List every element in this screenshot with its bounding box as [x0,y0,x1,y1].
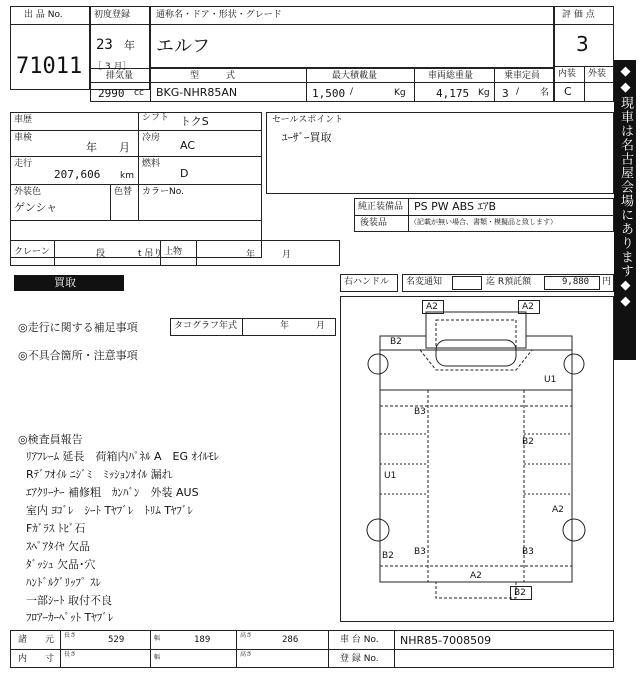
inspector-line: ｽﾍﾟｱﾀｲﾔ 欠品 [26,540,90,553]
color-label: 外装色 [14,187,42,197]
cooling-value: AC [180,139,196,152]
length-value: 529 [108,635,125,645]
chassis-label: 車 台 No. [340,635,379,645]
gross-weight: 4,175 [436,87,470,100]
cooling-label: 冷房 [142,133,161,143]
width-label: 幅 [154,635,161,642]
fuel-label: 燃料 [142,159,161,169]
gross-unit: Kg [478,88,490,98]
inspector-line: 一部ｼｰﾄ 取付不良 [26,594,112,607]
displacement-label: 排気量 [106,71,134,81]
damage-mark: A2 [422,300,444,314]
damage-mark: B2 [522,437,534,447]
capacity-value: 3 [502,87,509,100]
reg-year-unit: 年 [124,39,135,52]
max-load-sep: / [350,87,354,97]
damage-mark: A2 [552,505,564,515]
max-load-unit: Kg [394,88,406,98]
fuel-value: D [180,167,189,180]
car-name: エルフ [156,36,210,57]
model-code: BKG-NHR85AN [156,86,238,99]
sales-point-value: ﾕｰｻﾞｰ買取 [282,131,332,144]
damage-mark: U1 [384,471,397,481]
aftermarket-note: （記載が無い場合、書類・模擬品と致します） [410,218,557,226]
deposit-value: 9,880 [562,277,590,287]
damage-mark: B3 [522,547,534,557]
displacement-value: 2990 [98,87,125,100]
height-label: 高さ [240,632,253,639]
interior-value: C [564,85,572,98]
inspector-line: ﾘｱﾌﾚｰﾑ 延長 荷箱内ﾊﾟﾈﾙ A EG ｵｲﾙﾓﾚ [26,450,219,463]
inner-label: 内 寸 [18,654,55,664]
damage-mark: B3 [414,547,426,557]
damage-mark: U1 [544,375,557,385]
damage-mark: A2 [518,300,540,314]
max-load: 1,500 [312,87,346,100]
inspector-line: ﾌﾛｱｰｶｰﾍﾟｯﾄ Tﾔﾌﾞﾚ [26,611,114,624]
inspector-line: ﾀﾞｯｼｭ 欠品･穴 [26,558,96,571]
inspector-label: ◎検査員報告 [18,433,83,446]
inspector-line: 室内 ﾖｺﾞﾚ ｼｰﾄ Tﾔﾌﾞﾚ ﾄﾘﾑ Tﾔﾌﾞﾚ [26,504,193,517]
mileage-label: 走行 [14,159,33,169]
reg-year: 23 [96,37,113,53]
inspector-line: Fｶﾞﾗｽ ﾄﾋﾞ石 [26,522,86,535]
history-label: 車歴 [14,115,33,125]
first-reg-label: 初度登録 [94,10,131,20]
tacho-label: タコグラフ年式 [174,321,238,331]
details-left [10,112,262,258]
steering-value: 右ハンドル [344,277,390,287]
crane-unit-1: 段 [96,249,106,259]
damage-mark: B2 [390,337,402,347]
equipment-value: PS PW ABS ｴｱB [414,200,497,213]
lift-value: 年 月 [246,250,292,260]
mileage-unit: km [120,171,134,181]
width-value: 189 [194,635,211,645]
damage-mark: A2 [470,571,482,581]
name-change-label: 名変通知 [406,277,443,287]
damage-mark: B3 [414,407,426,417]
color-value: ゲンシャ [14,201,58,214]
chassis-value: NHR85-7008509 [400,634,492,647]
color-no-label: カラーNo. [142,187,184,197]
inner-width-label: 幅 [154,654,161,661]
sales-point-label: セールスポイント [272,115,344,125]
interior-label: 内装 [558,69,577,79]
crane-label: クレーン [14,247,50,257]
inner-height-label: 高さ [240,651,253,658]
color-change-label: 色替 [114,187,133,197]
capacity-label: 乗車定員 [504,71,541,81]
exterior-label: 外装 [588,69,607,79]
lift-label: 上物 [164,247,183,257]
location-banner-text: ◆◆現車は名古屋会場にあります◆◆ [618,64,633,310]
aftermarket-label: 後装品 [360,218,388,228]
crane-unit-2: t 吊り [138,249,163,259]
shift-value: トクS [180,115,209,128]
inspector-line: Rﾃﾞﾌｵｲﾙ ﾆｼﾞﾐ ﾐｯｼｮﾝｵｲﾙ 漏れ [26,468,173,481]
purchase-label: 買取 [54,276,76,289]
height-value: 286 [282,635,299,645]
name-change-field [452,276,482,290]
deposit-label: 迄 R預託額 [486,277,532,287]
deposit-unit: 円 [602,277,612,287]
inspector-line: ｴｱｸﾘｰﾅｰ 補修粗 ｶﾝﾊﾞﾝ 外装 AUS [26,486,199,499]
reg-month: ［ 3 月］ [93,62,132,72]
grade-label: 評 価 点 [562,10,595,20]
gross-label: 車両総重量 [428,71,474,81]
length-label: 長さ [64,632,77,639]
lot-number: 71011 [16,54,83,79]
capacity-sep: / [516,87,520,97]
tacho-value: 年 月 [280,321,326,331]
auction-sheet [10,6,614,672]
capacity-unit: 名 [540,88,550,98]
dims-label: 諸 元 [18,635,55,645]
model-desc-label: 通称名・ドア・形状・グレード [156,10,282,20]
inspector-line: ﾊﾝﾄﾞﾙｸﾞﾘｯﾌﾟ ｽﾚ [26,576,101,589]
reg-no-label: 登 録 No. [340,654,379,664]
mileage-value: 207,606 [54,168,101,181]
grade-value: 3 [576,32,589,56]
equipment-label: 純正装備品 [358,202,404,212]
damage-mark: B2 [510,586,532,600]
defect-label: ◎不具合箇所・注意事項 [18,349,138,362]
type-label: 型 式 [190,71,236,81]
driving-notes-label: ◎走行に関する補足事項 [18,321,138,334]
inspection-value: 年 月 [86,141,130,154]
inspection-label: 車検 [14,133,33,143]
inner-length-label: 長さ [64,651,77,658]
lot-label: 出 品 No. [24,10,63,20]
damage-mark: B2 [382,551,394,561]
load-label: 最大積載量 [332,71,378,81]
shift-label: シフト [142,113,170,123]
displacement-unit: cc [134,88,144,98]
